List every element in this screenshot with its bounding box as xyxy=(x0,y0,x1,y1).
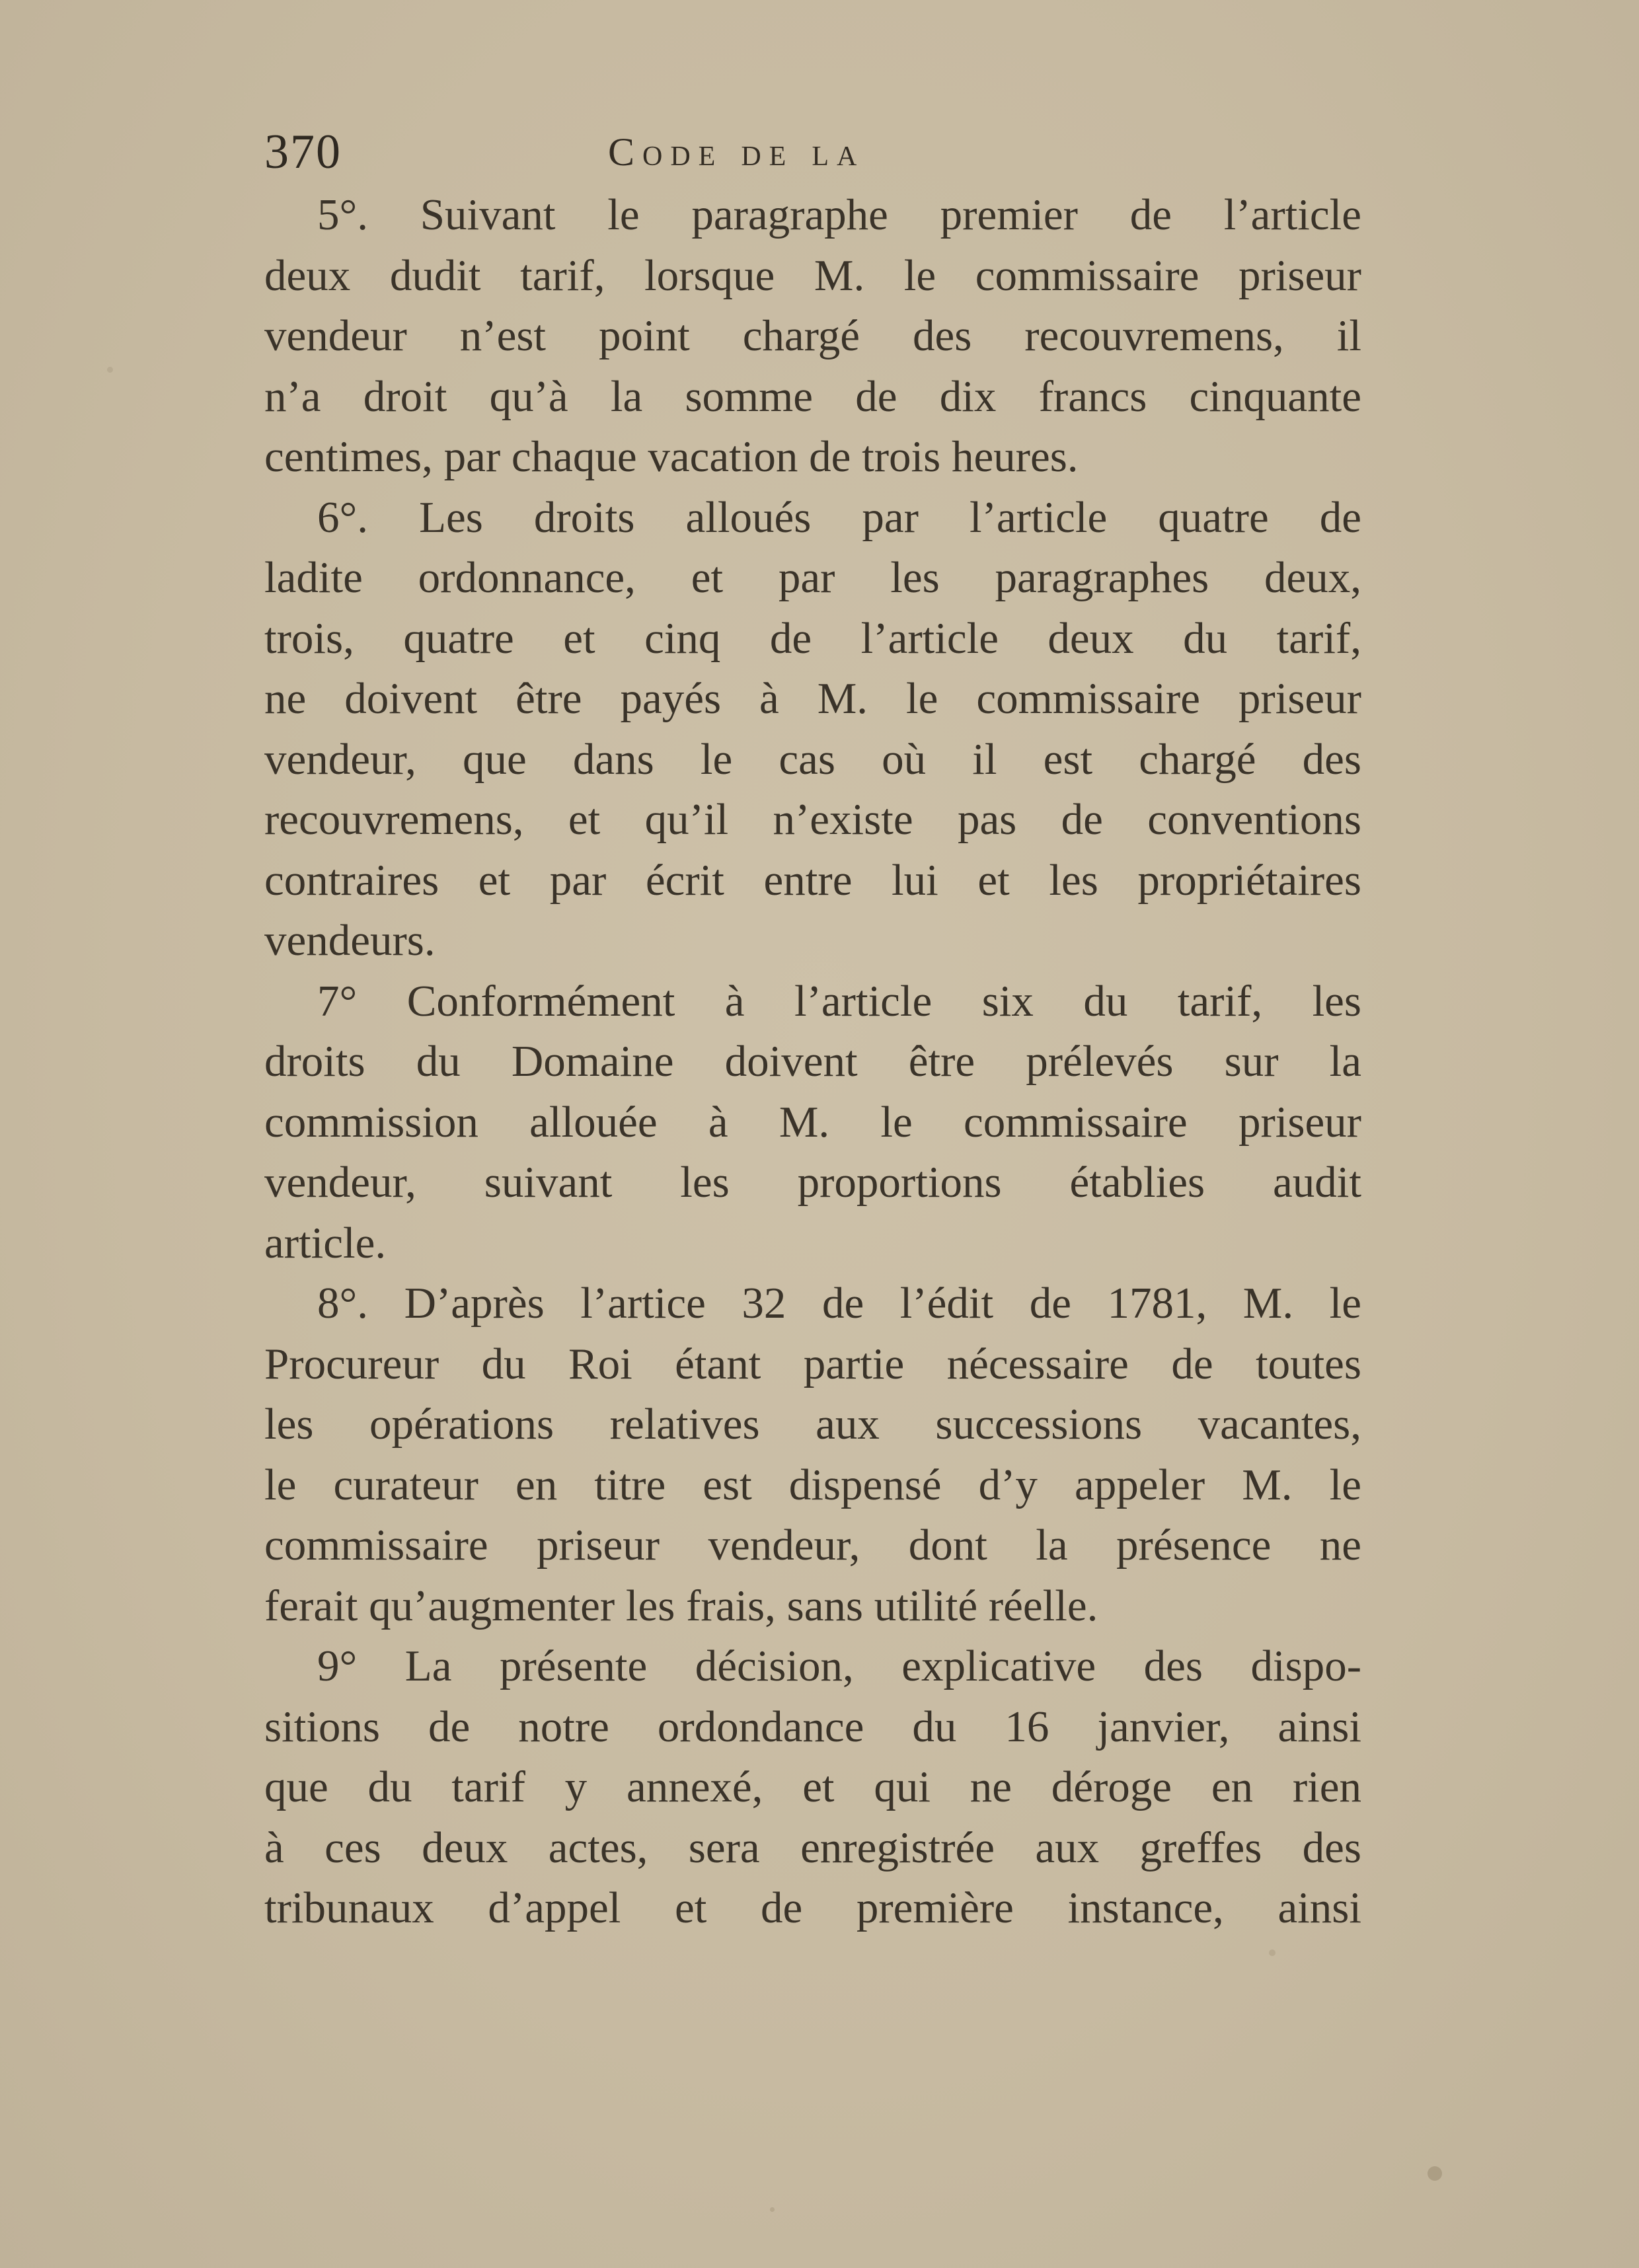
text-line: droits du Domaine doivent être prélevés sur la xyxy=(264,1037,1361,1086)
text-line: n’a droit qu’à la somme de dix francs cinquante xyxy=(264,371,1361,421)
running-head: Code de la xyxy=(608,130,865,174)
text-line: 7° Conformément à l’article six du tarif, les xyxy=(317,976,1361,1026)
text-line: contraires et par écrit entre lui et les propriétaires xyxy=(264,855,1361,905)
page-number: 370 xyxy=(264,125,342,179)
text-line: à ces deux actes, sera enregistrée aux greffes des xyxy=(264,1823,1361,1872)
text-line: vendeur n’est point chargé des recouvremens, il xyxy=(264,311,1361,360)
text-line: ne doivent être payés à M. le commissaire priseur xyxy=(264,674,1361,723)
text-line: vendeur, suivant les proportions établies audit xyxy=(264,1158,1361,1207)
text-line: commissaire priseur vendeur, dont la présence ne xyxy=(264,1521,1361,1569)
paper-speck xyxy=(1269,1949,1276,1956)
text-line: ferait qu’augmenter les frais, sans utilité réelle. xyxy=(264,1581,1098,1630)
text-line: article. xyxy=(264,1218,387,1267)
text-line: trois, quatre et cinq de l’article deux du tarif, xyxy=(264,613,1361,663)
text-line: centimes, par chaque vacation de trois heures. xyxy=(264,432,1079,481)
text-line: les opérations relatives aux successions vacantes, xyxy=(264,1400,1361,1449)
text-line: Procureur du Roi étant partie nécessaire de toutes xyxy=(264,1339,1361,1388)
text-line: 8°. D’après l’artice 32 de l’édit de 1781, M. le xyxy=(317,1279,1361,1328)
text-line: tribunaux d’appel et de première instance, ainsi xyxy=(264,1883,1361,1932)
text-line: 6°. Les droits alloués par l’article quatre de xyxy=(317,492,1361,542)
text-line: 5°. Suivant le paragraphe premier de l’article xyxy=(317,190,1361,239)
text-line: 9° La présente décision, explicative des dispo- xyxy=(317,1642,1361,1690)
text-line: recouvremens, et qu’il n’existe pas de conventions xyxy=(264,795,1361,844)
text-line: sitions de notre ordondance du 16 janvier, ainsi xyxy=(264,1702,1361,1751)
text-line: commission allouée à M. le commissaire priseur xyxy=(264,1097,1361,1147)
text-line: que du tarif y annexé, et qui ne déroge en rien xyxy=(264,1762,1361,1811)
body-text xyxy=(264,185,1361,1939)
paper-speck xyxy=(107,367,113,373)
text-line: deux dudit tarif, lorsque M. le commissaire priseur xyxy=(264,250,1361,300)
text-line: vendeurs. xyxy=(264,916,436,965)
paper-speck xyxy=(1428,2166,1442,2181)
text-line: le curateur en titre est dispensé d’y appeler M. le xyxy=(264,1460,1361,1509)
paper-speck xyxy=(770,2207,775,2212)
page-header xyxy=(264,124,1388,184)
text-line: vendeur, que dans le cas où il est chargé des xyxy=(264,734,1361,784)
text-line: ladite ordonnance, et par les paragraphes deux, xyxy=(264,553,1361,602)
